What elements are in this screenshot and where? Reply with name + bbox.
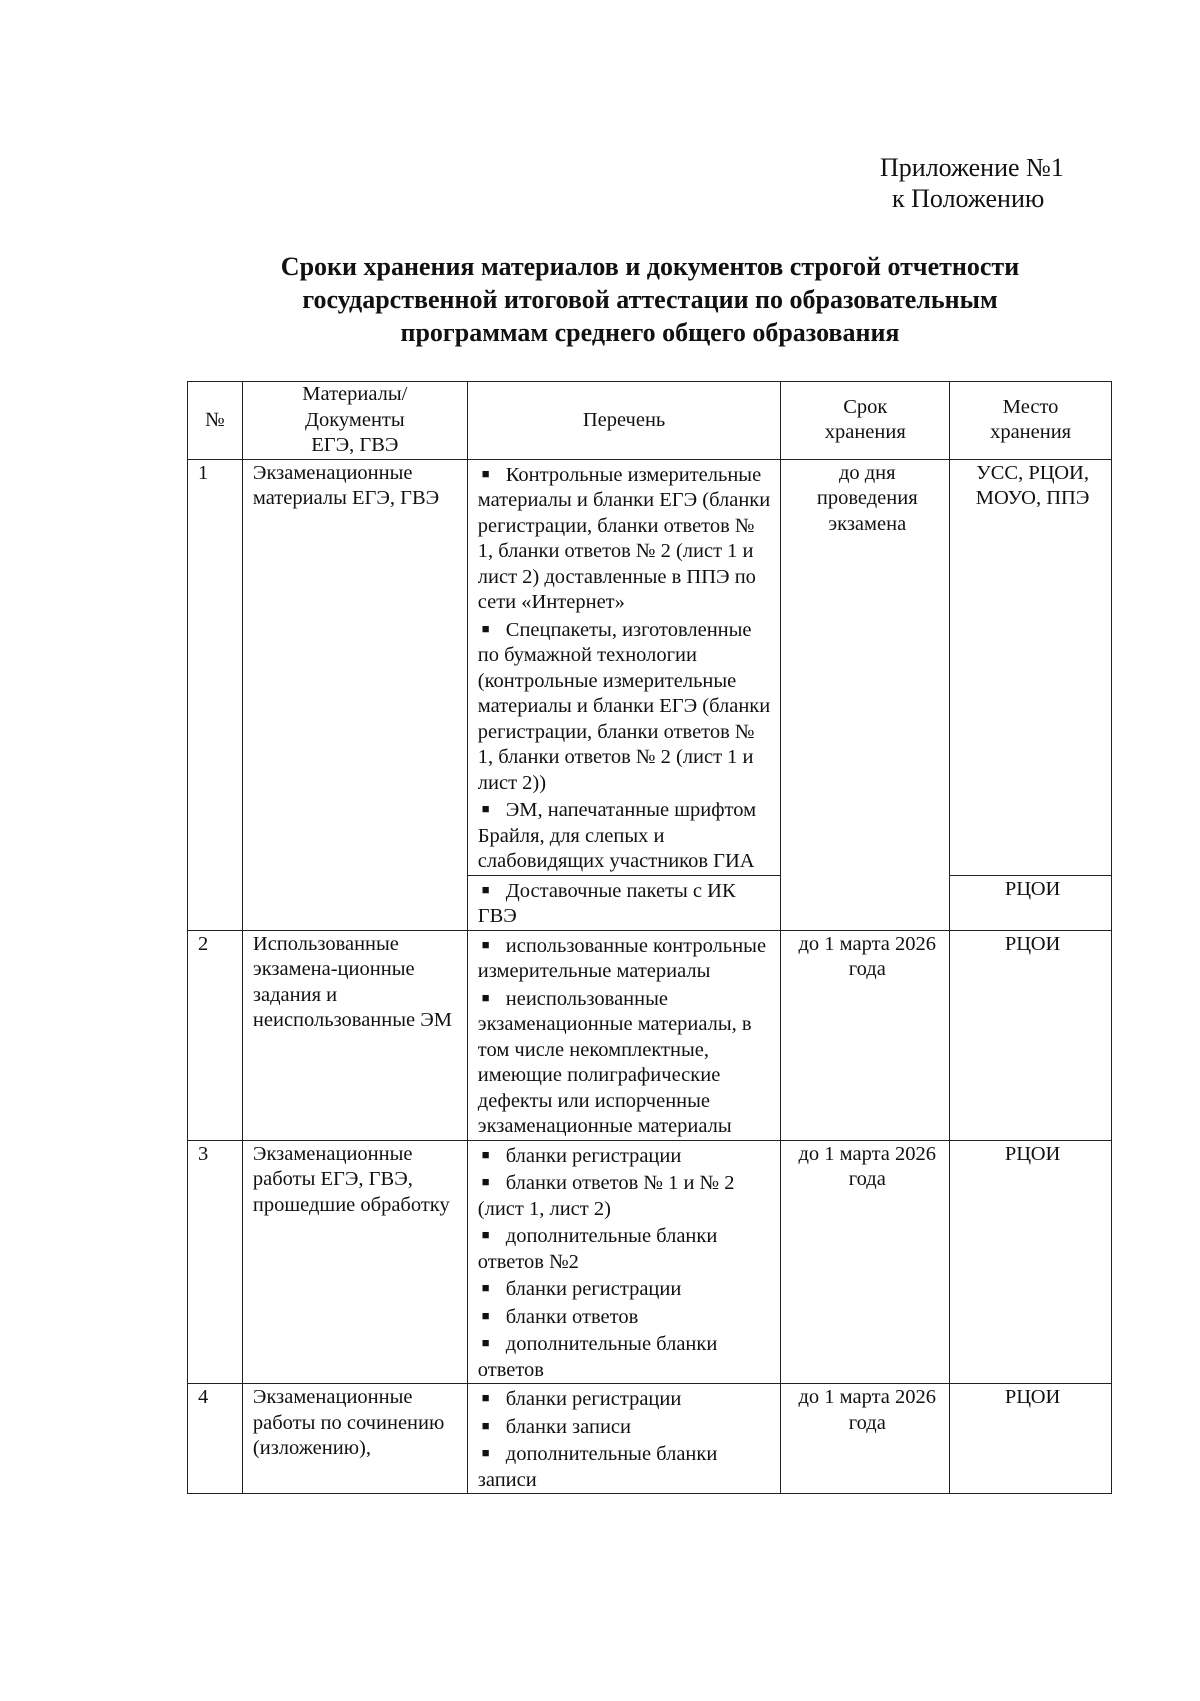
list-item: ■ дополнительные бланки записи bbox=[478, 1440, 775, 1493]
row-materials: Использованные экзамена-ционные задания и неиспользованные ЭМ bbox=[242, 930, 467, 1140]
row-number: 3 bbox=[188, 1140, 243, 1384]
list-item: ■ бланки регистрации bbox=[478, 1275, 775, 1303]
bullet-icon: ■ bbox=[481, 989, 490, 1005]
row-items bbox=[467, 459, 781, 875]
list-item: ■ дополнительные бланки ответов bbox=[478, 1330, 775, 1383]
table-row bbox=[188, 1384, 1112, 1494]
list-item: ■ неиспользованные экзаменационные материалы, в том числе некомплектные, имеющие полиграфические дефекты или испорченные экзаменационные материалы bbox=[478, 985, 775, 1140]
bullet-icon: ■ bbox=[481, 1445, 490, 1460]
list-item: ■ дополнительные бланки ответов №2 bbox=[478, 1222, 775, 1275]
bullet-icon: ■ bbox=[481, 1417, 490, 1433]
row-items bbox=[467, 875, 781, 930]
list-item: ■ бланки регистрации bbox=[478, 1385, 775, 1413]
list-item: ■ Доставочные пакеты с ИК ГВЭ bbox=[478, 877, 775, 930]
row-materials: Экзаменационные материалы ЕГЭ, ГВЭ bbox=[242, 459, 467, 930]
row-materials: Экзаменационные работы ЕГЭ, ГВЭ, прошедшие обработку bbox=[242, 1140, 467, 1384]
table-row bbox=[188, 459, 1112, 875]
bullet-icon: ■ bbox=[481, 1146, 490, 1162]
title-line-3: программам среднего общего образования bbox=[400, 318, 900, 347]
list-item: ■ Контрольные измерительные материалы и бланки ЕГЭ (бланки регистрации, бланки ответов № 1, бланки ответов № 2 (лист 1 и лист 2) доставленные в ППЭ по сети «Интернет» bbox=[478, 461, 775, 616]
row-place: УСС, РЦОИ, МОУО, ППЭ bbox=[950, 459, 1112, 875]
document-title bbox=[190, 250, 1110, 349]
list-item: ■ бланки ответов № 1 и № 2 (лист 1, лист 2) bbox=[478, 1169, 775, 1222]
row-number: 2 bbox=[188, 930, 243, 1140]
list-item: ■ бланки ответов bbox=[478, 1303, 775, 1331]
bullet-icon: ■ bbox=[481, 620, 490, 636]
list-item: ■ использованные контрольные измерительные материалы bbox=[478, 932, 775, 985]
header-term: Срок хранения bbox=[781, 382, 950, 460]
list-item: ■ бланки регистрации bbox=[478, 1142, 775, 1170]
bullet-icon: ■ bbox=[481, 1307, 490, 1323]
row-items bbox=[467, 1384, 781, 1494]
list-item: ■ бланки записи bbox=[478, 1413, 775, 1441]
bullet-icon: ■ bbox=[481, 465, 490, 481]
row-place: РЦОИ bbox=[950, 1384, 1112, 1494]
appendix-label bbox=[880, 152, 1120, 214]
header-list: Перечень bbox=[467, 382, 781, 460]
title-line-1: Сроки хранения материалов и документов строгой отчетности bbox=[280, 252, 1020, 281]
bullet-icon: ■ bbox=[481, 936, 490, 952]
bullet-icon: ■ bbox=[481, 1335, 490, 1350]
table-row bbox=[188, 1140, 1112, 1384]
header-materials: Материалы/ Документы ЕГЭ, ГВЭ bbox=[242, 382, 467, 460]
row-items bbox=[467, 930, 781, 1140]
row-materials: Экзаменационные работы по сочинению (изложению), bbox=[242, 1384, 467, 1494]
bullet-icon: ■ bbox=[481, 1174, 490, 1189]
appendix-line-2: к Положению bbox=[892, 184, 1045, 213]
row-number: 4 bbox=[188, 1384, 243, 1494]
row-term: до 1 марта 2026 года bbox=[781, 1384, 950, 1494]
bullet-icon: ■ bbox=[481, 801, 490, 816]
storage-table bbox=[187, 381, 1112, 1494]
list-item: ■ Спецпакеты, изготовленные по бумажной технологии (контрольные измерительные материалы и бланки ЕГЭ (бланки регистрации, бланки ответов № 1, бланки ответов № 2 (лист 1 и лист 2)) bbox=[478, 616, 775, 797]
list-item: ■ ЭМ, напечатанные шрифтом Брайля, для слепых и слабовидящих участников ГИА bbox=[478, 796, 775, 875]
bullet-icon: ■ bbox=[481, 1390, 490, 1405]
header-num: № bbox=[188, 382, 243, 460]
title-line-2: государственной итоговой аттестации по образовательным bbox=[302, 285, 998, 314]
bullet-icon: ■ bbox=[481, 881, 490, 897]
appendix-line-1: Приложение №1 bbox=[880, 153, 1064, 182]
row-place: РЦОИ bbox=[950, 930, 1112, 1140]
header-place: Место хранения bbox=[950, 382, 1112, 460]
row-place: РЦОИ bbox=[950, 875, 1112, 930]
row-items bbox=[467, 1140, 781, 1384]
bullet-icon: ■ bbox=[481, 1280, 490, 1295]
table-header-row bbox=[188, 382, 1112, 460]
row-term: до 1 марта 2026 года bbox=[781, 1140, 950, 1384]
row-term: до 1 марта 2026 года bbox=[781, 930, 950, 1140]
table-row bbox=[188, 930, 1112, 1140]
bullet-icon: ■ bbox=[481, 1227, 490, 1242]
row-place: РЦОИ bbox=[950, 1140, 1112, 1384]
row-number: 1 bbox=[188, 459, 243, 930]
row-term: до дня проведения экзамена bbox=[781, 459, 950, 930]
